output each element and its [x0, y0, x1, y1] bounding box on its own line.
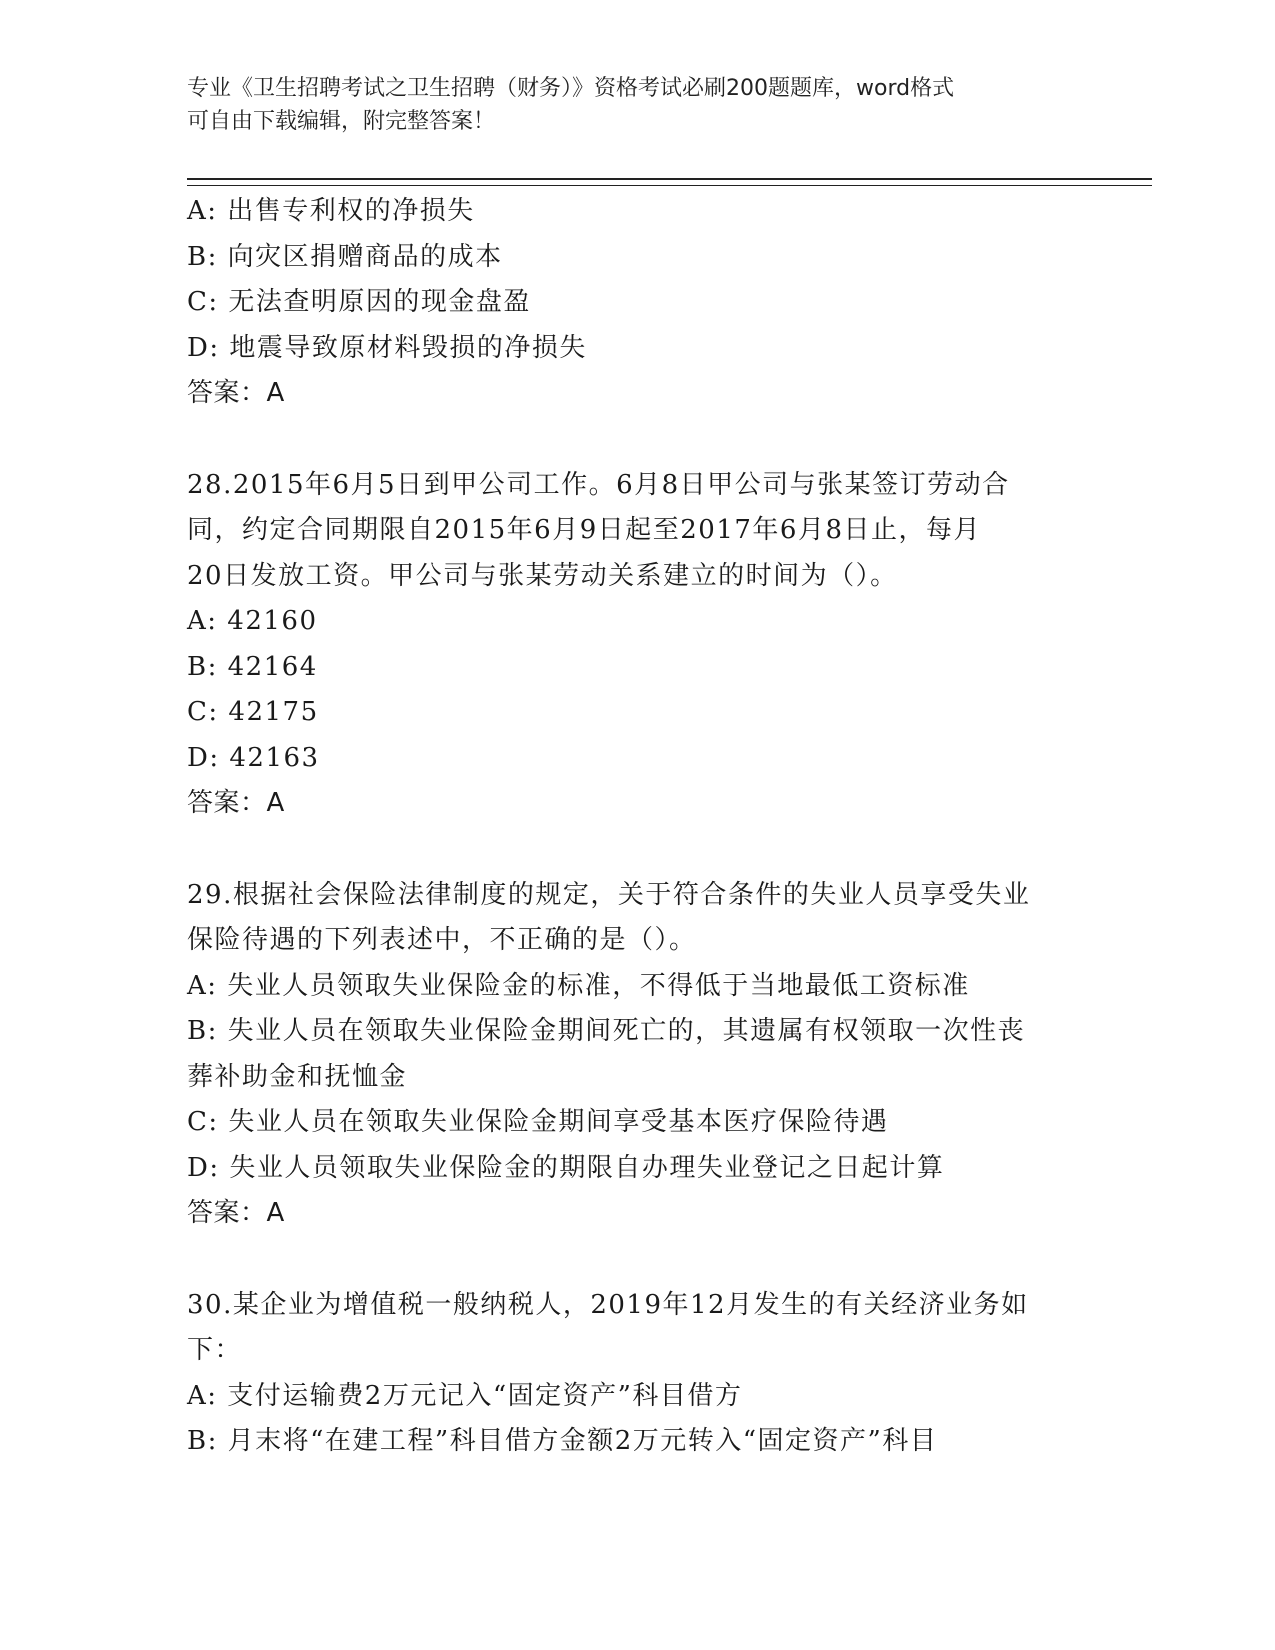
spacer [187, 827, 1087, 873]
header-line-2: 可自由下载编辑，附完整答案！ [187, 109, 496, 134]
spacer [187, 417, 1087, 463]
question-27 [187, 189, 1087, 417]
question-stem-line: 保险待遇的下列表述中，不正确的是（）。 [187, 925, 697, 955]
document-header [187, 72, 1067, 138]
option-a: A: 支付运输费2万元记入“固定资产”科目借方 [187, 1380, 743, 1411]
option-d: D: 42163 [187, 742, 320, 773]
option-c: C: 失业人员在领取失业保险金期间享受基本医疗保险待遇 [187, 1107, 889, 1137]
question-28 [187, 463, 1087, 827]
option-a: A: 42160 [187, 606, 318, 636]
question-30 [187, 1283, 1087, 1465]
option-a: A: 失业人员领取失业保险金的标准，不得低于当地最低工资标准 [187, 970, 970, 1001]
answer: 答案：A [187, 1198, 285, 1228]
answer: 答案：A [187, 378, 285, 408]
header-divider [187, 178, 1152, 186]
question-stem-line: 同，约定合同期限自2015年6月9日起至2017年6月8日止，每月 [187, 515, 982, 545]
question-list [187, 189, 1087, 1465]
option-b: B: 失业人员在领取失业保险金期间死亡的，其遗属有权领取一次性丧 [187, 1016, 1026, 1046]
option-d: D: 失业人员领取失业保险金的期限自办理失业登记之日起计算 [187, 1152, 945, 1183]
answer: 答案：A [187, 788, 285, 818]
question-stem-line: 28.2015年6月5日到甲公司工作。6月8日甲公司与张某签订劳动合 [187, 469, 1010, 500]
spacer [187, 1237, 1087, 1283]
question-stem-line: 30.某企业为增值税一般纳税人，2019年12月发生的有关经济业务如 [187, 1289, 1029, 1320]
question-stem-line: 下： [187, 1335, 243, 1365]
option-d: D: 地震导致原材料毁损的净损失 [187, 332, 587, 363]
option-b: B: 向灾区捐赠商品的成本 [187, 241, 503, 272]
option-c: C: 42175 [187, 697, 319, 727]
option-b-continued: 葬补助金和抚恤金 [187, 1061, 408, 1092]
question-stem-line: 20日发放工资。甲公司与张某劳动关系建立的时间为（）。 [187, 560, 898, 591]
question-stem-line: 29.根据社会保险法律制度的规定，关于符合条件的失业人员享受失业 [187, 879, 1031, 910]
option-b: B: 月末将“在建工程”科目借方金额2万元转入“固定资产”科目 [187, 1426, 938, 1456]
option-a: A: 出售专利权的净损失 [187, 196, 475, 226]
option-b: B: 42164 [187, 651, 318, 682]
option-c: C: 无法查明原因的现金盘盈 [187, 287, 531, 317]
question-29 [187, 873, 1087, 1237]
header-line-1: 专业《卫生招聘考试之卫生招聘（财务）》资格考试必刷200题题库，word格式 [187, 76, 955, 101]
